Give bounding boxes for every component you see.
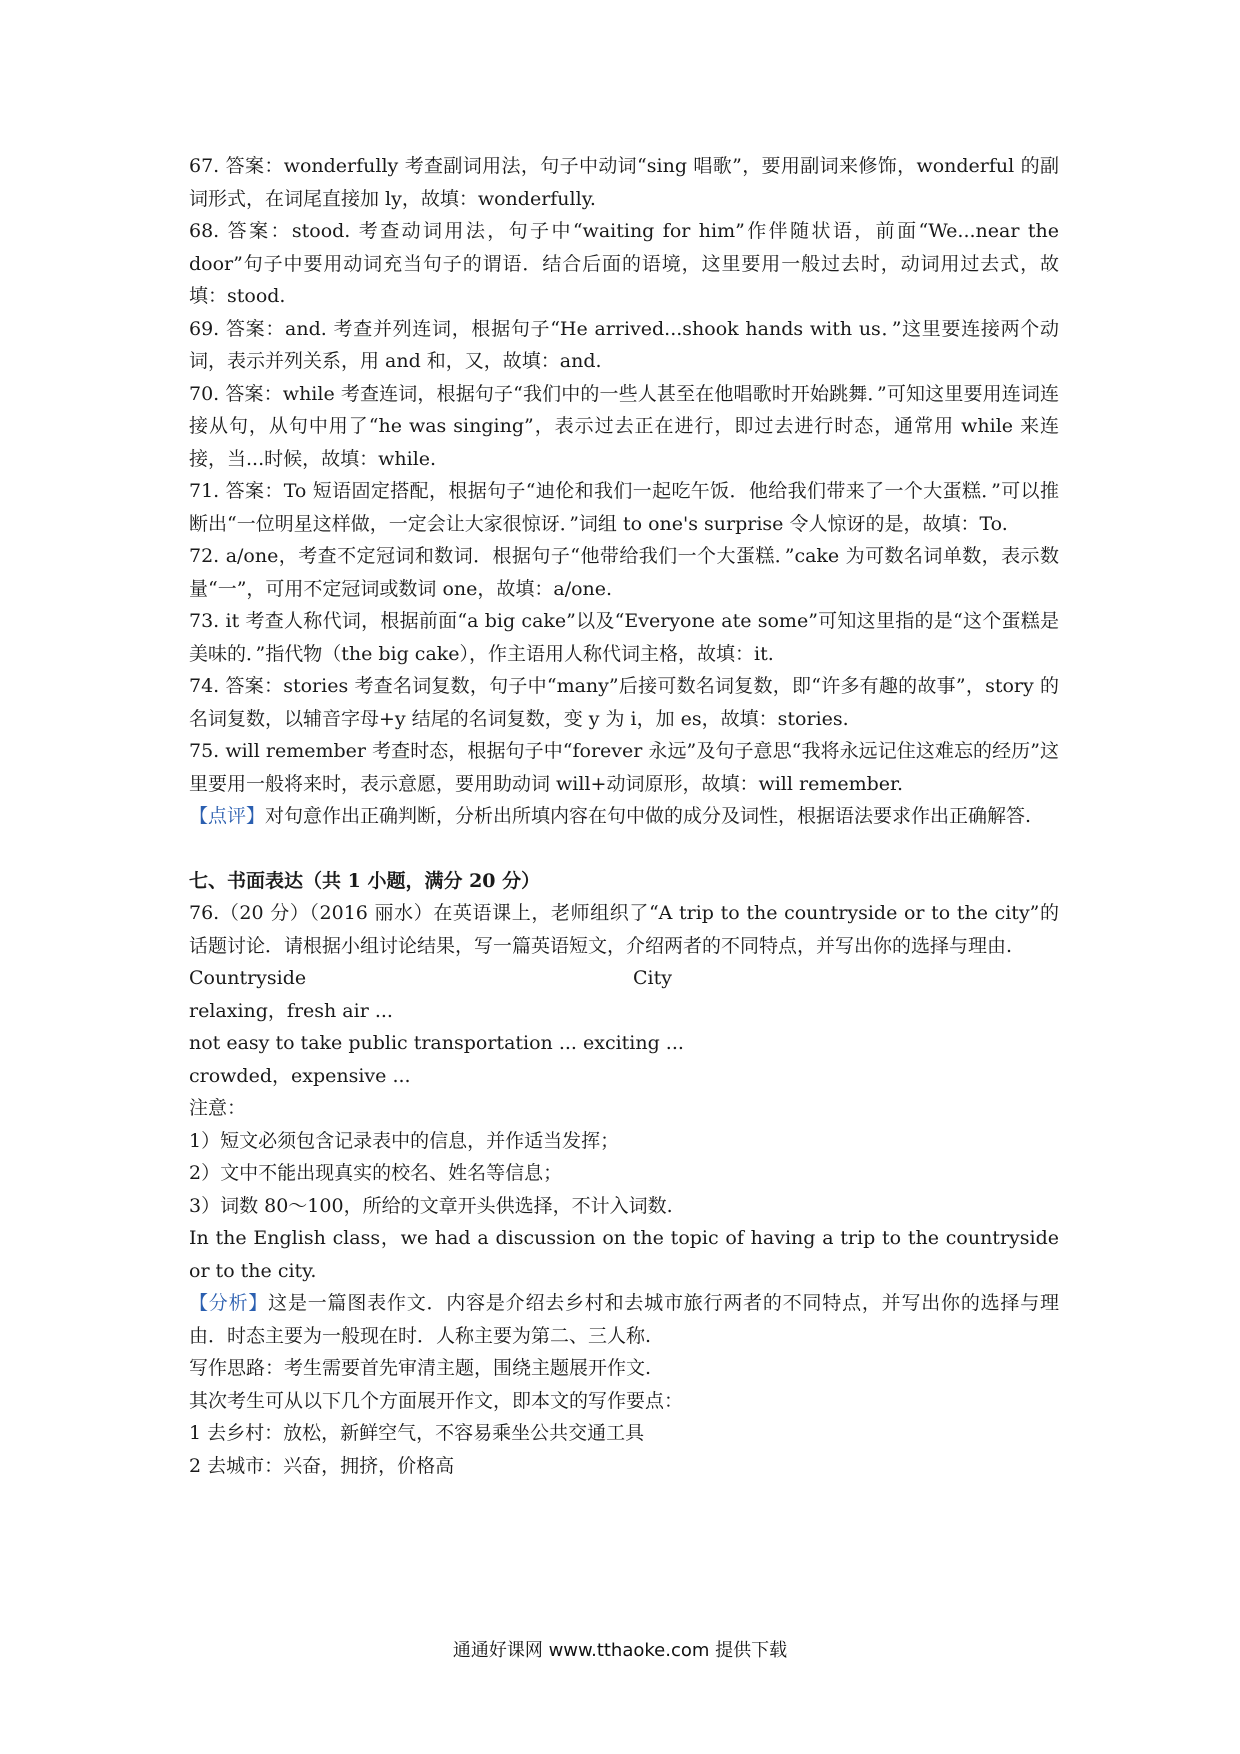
question-76: 76.（20 分）（2016 丽水）在英语课上，老师组织了“A trip to the countryside or to the city”的话题讨论．请根据小组讨论结果，写一篇英语短文，介绍两者的不同特点，并写出你的选择与理由.: [189, 902, 1059, 957]
analysis-paragraph: [189, 1287, 1059, 1352]
comment-label: 【点评】: [189, 805, 266, 827]
table-header-city: City: [633, 967, 672, 989]
note-3: 3）词数 80～100，所给的文章开头供选择，不计入词数.: [189, 1194, 673, 1217]
writing-idea: 写作思路：考生需要首先审清主题，围绕主题展开作文.: [189, 1357, 652, 1379]
comment-text: 对句意作出正确判断，分析出所填内容在句中做的成分及词性，根据语法要求作出正确解答.: [265, 805, 1032, 827]
answer-73: 73. it 考查人称代词，根据前面“a big cake”以及“Everyone ate some”可知这里指的是“这个蛋糕是美味的．”指代物（the big cake），作主语用人称代词主格，故填：it.: [189, 610, 1059, 665]
table-row-2: not easy to take public transportation ... exciting ...: [189, 1032, 684, 1054]
answer-69: 69. 答案：and. 考查并列连词，根据句子“He arrived...shook hands with us．”这里要连接两个动词，表示并列关系，用 and 和，又，故填：and.: [189, 317, 1059, 372]
table-row-3: crowded，expensive ...: [189, 1064, 411, 1087]
answer-68: 68. 答案：stood. 考查动词用法，句子中“waiting for him”作伴随状语，前面“We...near the door”句子中要用动词充当句子的谓语．结合后面的语境，这里要用一般过去时，动词用过去式，故填：stood.: [189, 220, 1059, 307]
answer-72: 72. a/one，考查不定冠词和数词．根据句子“他带给我们一个大蛋糕．”cake 为可数名词单数，表示数量“一”，可用不定冠词或数词 one，故填：a/one.: [189, 545, 1059, 600]
answer-74: 74. 答案：stories 考查名词复数，句子中“many”后接可数名词复数，即“许多有趣的故事”，story 的名词复数，以辅音字母+y 结尾的名词复数，变 y 为 i，加 es，故填：stories.: [189, 675, 1059, 730]
point-countryside: 1 去乡村：放松，新鲜空气，不容易乘坐公共交通工具: [189, 1422, 645, 1444]
point-city: 2 去城市：兴奋，拥挤，价格高: [189, 1454, 455, 1477]
table-header-countryside: Countryside: [189, 967, 307, 989]
analysis-label: 【分析】: [189, 1292, 269, 1314]
content-area: [189, 150, 1059, 1482]
table-header-row: [189, 962, 1059, 995]
section-gap: [189, 833, 1059, 865]
note-2: 2）文中不能出现真实的校名、姓名等信息；: [189, 1162, 563, 1184]
page-footer: 通通好课网 www.tthaoke.com 提供下载: [452, 1640, 788, 1661]
table-row-1: relaxing，fresh air ...: [189, 999, 393, 1022]
writing-points-intro: 其次考生可从以下几个方面展开作文，即本文的写作要点：: [189, 1389, 684, 1412]
answer-70: 70. 答案：while 考查连词，根据句子“我们中的一些人甚至在他唱歌时开始跳舞．”可知这里要用连词连接从句，从句中用了“he was singing”，表示过去正在进行，即过去进行时态，通常用 while 来连接，当...时候，故填：while.: [189, 382, 1059, 470]
answer-75: 75. will remember 考查时态，根据句子中“forever 永远”及句子意思“我将永远记住这难忘的经历”这里要用一般将来时，表示意愿，要用助动词 will+动词原形，故填：will remember.: [189, 740, 1059, 795]
answer-67: 67. 答案：wonderfully 考查副词用法，句子中动词“sing 唱歌”，要用副词来修饰，wonderful 的副词形式，在词尾直接加 ly，故填：wonderfully.: [189, 155, 1059, 210]
section-title: 七、书面表达（共 1 小题，满分 20 分）: [189, 869, 541, 892]
analysis-text: 这是一篇图表作文．内容是介绍去乡村和去城市旅行两者的不同特点，并写出你的选择与理由．时态主要为一般现在时．人称主要为第二、三人称.: [189, 1292, 1059, 1347]
notes-title: 注意：: [189, 1097, 247, 1119]
opening-sentence: In the English class，we had a discussion on the topic of having a trip to the countryside or to the city.: [189, 1227, 1059, 1282]
answer-71: 71. 答案：To 短语固定搭配，根据句子“迪伦和我们一起吃午饭．他给我们带来了一个大蛋糕．”可以推断出“一位明星这样做，一定会让大家很惊讶．”词组 to one's surprise 令人惊讶的是，故填：To.: [189, 480, 1059, 535]
comment-paragraph: [189, 800, 1059, 833]
note-1: 1）短文必须包含记录表中的信息，并作适当发挥；: [189, 1129, 620, 1152]
